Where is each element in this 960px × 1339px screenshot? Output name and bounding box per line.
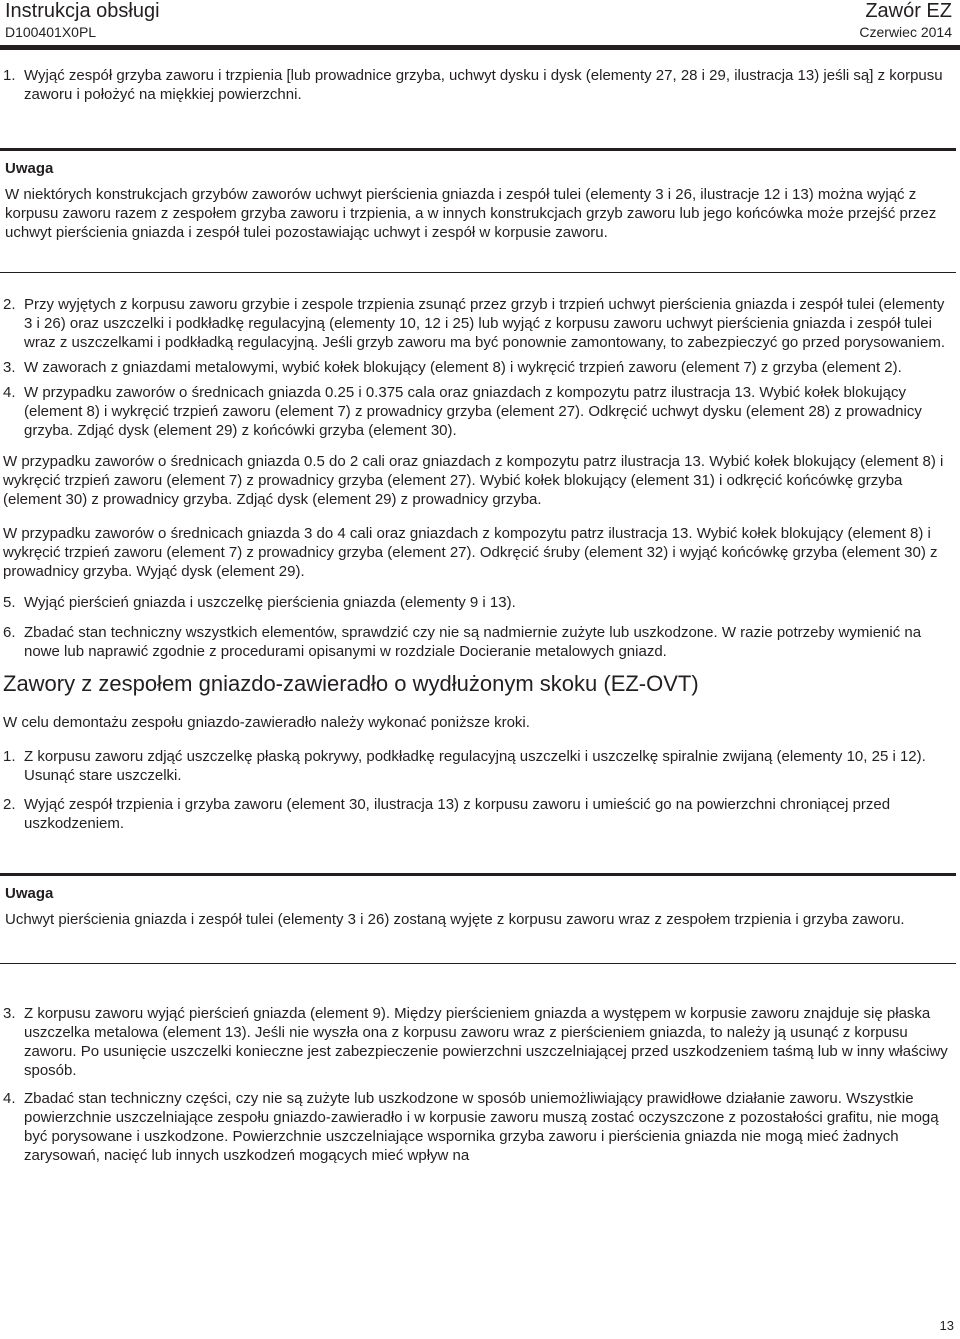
step-text: Z korpusu zaworu zdjąć uszczelkę płaską pokrywy, podkładkę regulacyjną uszczelki i uszczelkę spiralnie zwijaną (elementy 10, 25 i 12). Usunąć stare uszczelki. [24, 748, 926, 784]
paragraph-half-to-two-inch [3, 452, 956, 509]
step-4 [0, 383, 956, 440]
section-title: Zawory z zespołem gniazdo-zawieradło o wydłużonym skoku (EZ-OVT) [3, 671, 699, 696]
step-number: 4. [3, 1090, 16, 1107]
step-number: 6. [3, 624, 16, 641]
step-number: 3. [3, 359, 16, 376]
paragraph-body: patrz ilustracja 13. Wybić kołek blokujący (element 8) i wykręcić trzpień zaworu (element 7) z prowadnicy grzyba (element 27). Wybić kołek blokujący (element 31) i odkręcić końcówkę grzyba (element 30) z prowadnicy grzyba. Zdjąć dysk (element 29) z prowadnicy grzyba. [3, 453, 944, 508]
note-box [0, 148, 956, 273]
note-text: Uchwyt pierścienia gniazda i zespół tulei (elementy 3 i 26) zostaną wyjęte z korpusu zaworu wraz z zespołem trzpienia i grzyba zaworu. [5, 911, 905, 928]
step-body: patrz ilustracja 13. Wybić kołek blokujący (element 8) i wykręcić trzpień zaworu (element 7) z prowadnicy grzyba (element 27). Odkręcić uchwyt dysku (element 28) z prowadnicy grzyba. Zdjąć dysk (element 29) z końcówki grzyba (element 30). [24, 384, 922, 439]
step-number: 5. [3, 594, 16, 611]
note-label: Uwaga [5, 160, 54, 177]
product-name: Zawór EZ [865, 0, 952, 22]
section-step-3 [0, 1004, 956, 1080]
step-text: Zbadać stan techniczny części, czy nie są zużyte lub uszkodzone w sposób uniemożliwiający prawidłowe działanie zaworu. Wszystkie powierzchnie uszczelniające zespołu gniazdo-zawieradło i w korpusie zaworu muszą zostać oczyszczone z pozostałości grafitu, nie mogą być porysowane i uszkodzone. Powierzchnie uszczelniające wspornika grzyba zaworu i pierścienia gniazda nie mogą mieć żadnych zarysowań, nacięć lub innych uszkodzeń mogących mieć wpływ na [24, 1090, 939, 1164]
manual-title: Instrukcja obsługi [5, 0, 160, 22]
step-number: 4. [3, 384, 16, 401]
step-lead: W zaworach z gniazdami metalowymi, [24, 359, 279, 376]
paragraph-body: patrz ilustracja 13. Wybić kołek blokujący (element 8) i wykręcić trzpień zaworu (element 7) z prowadnicy grzyba (element 27). Odkręcić śruby (element 32) i wyjąć końcówkę grzyba (element 30) z prowadnicy grzyba. Wyjąć dysk (element 29). [3, 525, 938, 580]
step-text [24, 383, 956, 440]
page-header [0, 0, 960, 50]
step-text: Z korpusu zaworu wyjąć pierścień gniazda (element 9). Między pierścieniem gniazda a występem w korpusie zaworu znajduje się płaska uszczelka metalowa (element 13). Jeśli nie wyszła ona z korpusu zaworu wraz z pierścieniem gniazda, to należy ją usunąć z korpusu zaworu. Po usunięcie uszczelki konieczne jest zabezpieczenie powierzchni uszczelniającej przed uszkodzeniem taśmą lub w inny właściwy sposób. [24, 1005, 948, 1079]
step-2 [0, 295, 956, 352]
step-number: 1. [3, 67, 16, 84]
step-text: Wyjąć zespół grzyba zaworu i trzpienia [lub prowadnice grzyba, uchwyt dysku i dysk (elementy 27, 28 i 29, ilustracja 13) jeśli są] z korpusu zaworu i położyć na miękkiej powierzchni. [24, 67, 943, 103]
step-number: 2. [3, 796, 16, 813]
step-number: 3. [3, 1005, 16, 1022]
note-text: W niektórych konstrukcjach grzybów zaworów uchwyt pierścienia gniazda i zespół tulei (elementy 3 i 26, ilustracje 12 i 13) można wyjąć z korpusu zaworu razem z zespołem grzyba zaworu i trzpienia, a w innych konstrukcjach grzyb zaworu lub jego końcówka może przejść przez uchwyt pierścienia gniazda i zespół tulei pozostawiając uchwyt i zespół w korpusie zaworu. [5, 186, 937, 241]
page-content [0, 66, 956, 1171]
section-step-1 [0, 747, 956, 785]
publication-date: Czerwiec 2014 [859, 24, 952, 40]
step-text: Przy wyjętych z korpusu zaworu grzybie i zespole trzpienia zsunąć przez grzyb i trzpień uchwyt pierścienia gniazda i zespół tulei (elementy 3 i 26) oraz uszczelki i podkładkę regulacyjną (elementy 10, 12 i 25) lub wyjąć z korpusu zaworu uchwyt pierścienia gniazda i zespół tulei wraz z uszczelkami i podkładką regulacyjną. Jeśli grzyb zaworu ma być ponownie zamontowany, to zabezpieczyć go przed porysowaniem. [24, 296, 945, 351]
step-number: 2. [3, 296, 16, 313]
step-text: Wyjąć pierścień gniazda i uszczelkę pierścienia gniazda (elementy 9 i 13). [24, 594, 516, 611]
note-label: Uwaga [5, 885, 54, 902]
section-intro: W celu demontażu zespołu gniazdo-zawieradło należy wykonać poniższe kroki. [3, 714, 530, 731]
section-step-4 [0, 1089, 956, 1165]
page-number: 13 [939, 1318, 954, 1333]
step-text: Wyjąć zespół trzpienia i grzyba zaworu (element 30, ilustracja 13) z korpusu zaworu i umieścić go na powierzchni chroniącej przed uszkodzeniem. [24, 796, 891, 832]
paragraph-lead: W przypadku zaworów o średnicach gniazda 3 do 4 cali oraz gniazdach z kompozytu [3, 525, 567, 542]
step-5 [0, 593, 956, 612]
document-number: D100401X0PL [5, 24, 97, 40]
step-number: 1. [3, 748, 16, 765]
note-box [0, 873, 956, 964]
step-text: Zbadać stan techniczny wszystkich elementów, sprawdzić czy nie są nadmiernie zużyte lub uszkodzone. W razie potrzeby wymienić na nowe lub naprawić zgodnie z procedurami opisanymi w rozdziale Docieranie metalowych gniazd. [24, 624, 922, 660]
step-3 [0, 358, 956, 377]
step-text [24, 358, 956, 377]
step-lead: W przypadku zaworów o średnicach gniazda 0.25 i 0.375 cala oraz gniazdach z kompozytu [24, 384, 630, 401]
paragraph-three-to-four-inch [3, 524, 956, 581]
step-body: wybić kołek blokujący (element 8) i wykręcić trzpień zaworu (element 7) z grzyba (element 2). [278, 359, 902, 376]
step-1-remove-plug [0, 66, 956, 104]
header-rule [0, 45, 960, 50]
paragraph-lead: W przypadku zaworów o średnicach gniazda 0.5 do 2 cali oraz gniazdach z kompozytu [3, 453, 580, 470]
section-step-2 [0, 795, 956, 833]
step-6 [0, 623, 956, 661]
